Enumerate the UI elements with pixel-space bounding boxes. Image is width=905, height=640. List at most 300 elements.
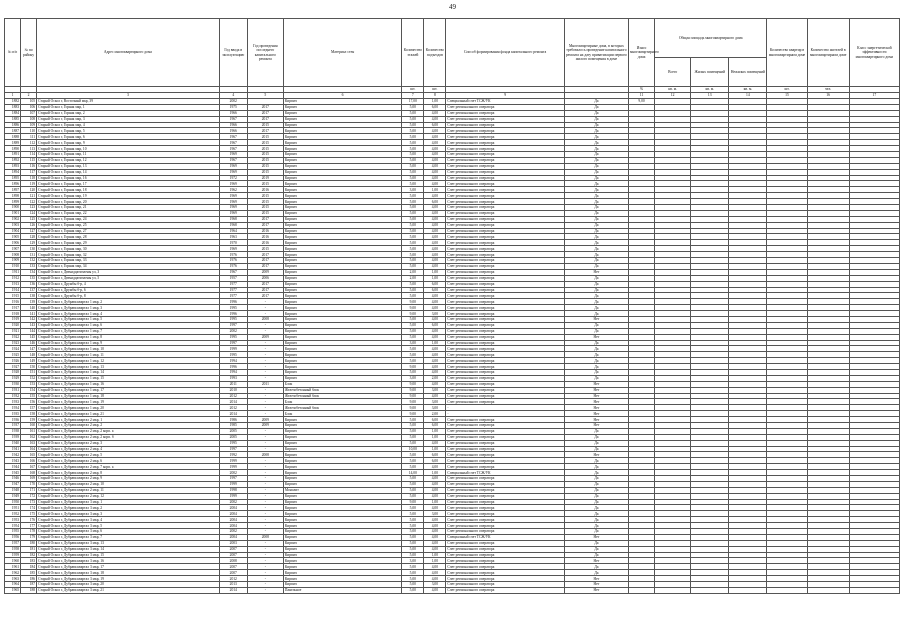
entrances-cell: 4,00 <box>424 134 446 140</box>
entrances-cell: 4,00 <box>424 517 446 523</box>
repair-required-cell: Да <box>564 163 628 169</box>
row-number-cell: 1961 <box>5 564 21 570</box>
entrances-cell: 4,00 <box>424 252 446 258</box>
wall-material-cell: Кирпич <box>283 140 401 146</box>
year-built-cell: 1969 <box>219 246 247 252</box>
entrances-cell: 1,00 <box>424 187 446 193</box>
last-repair-year-cell: - <box>247 352 283 358</box>
entrances-cell: 4,00 <box>424 481 446 487</box>
year-built-cell: 1969 <box>219 205 247 211</box>
row-number-cell: 1931 <box>5 387 21 393</box>
year-built-cell: 1995 <box>219 440 247 446</box>
fund-method-cell: Счет регионального оператора <box>446 328 564 334</box>
address-cell: Старый Оскол г, Горняк мкр, 5 <box>37 128 220 134</box>
year-built-cell: 2014 <box>219 587 247 593</box>
column-number-cell: 12 <box>655 93 691 99</box>
row-number-cell: 1884 <box>5 110 21 116</box>
wall-material-cell: Монолит <box>283 487 401 493</box>
wall-material-cell: Кирпич <box>283 187 401 193</box>
entrances-cell: 6,00 <box>424 199 446 205</box>
row-number-cell: 1887 <box>5 128 21 134</box>
entrances-cell: 4,00 <box>424 534 446 540</box>
column-number-cell: 9 <box>446 93 564 99</box>
last-repair-year-cell: - <box>247 346 283 352</box>
wall-material-cell: Железобетонный блок <box>283 405 401 411</box>
address-cell: Старый Оскол г, Горняк мкр, 10 <box>37 146 220 152</box>
repair-required-cell: Да <box>564 511 628 517</box>
row-number-cell: 1901 <box>5 210 21 216</box>
district-number-cell: 144 <box>21 328 37 334</box>
row-number-cell: 1894 <box>5 169 21 175</box>
year-built-cell: 1969 <box>219 181 247 187</box>
entrances-cell: 4,00 <box>424 369 446 375</box>
floors-cell: 2,00 <box>402 269 424 275</box>
fund-method-cell: Счет регионального оператора <box>446 252 564 258</box>
fund-method-cell: Счет регионального оператора <box>446 210 564 216</box>
wall-material-cell: Кирпич <box>283 305 401 311</box>
entrances-cell: 6,00 <box>424 322 446 328</box>
fund-method-cell: Счет регионального оператора <box>446 146 564 152</box>
last-repair-year-cell: - <box>247 311 283 317</box>
entrances-cell: 1,00 <box>424 434 446 440</box>
district-number-cell: 156 <box>21 399 37 405</box>
year-built-cell: 1992 <box>219 452 247 458</box>
row-number-cell: 1934 <box>5 405 21 411</box>
header-area-total: Всего <box>655 58 691 87</box>
header-apartments: Количество квартир в многоквартирном доме <box>767 19 807 87</box>
year-built-cell: 2007 <box>219 570 247 576</box>
row-number-cell: 1923 <box>5 340 21 346</box>
repair-required-cell: Да <box>564 505 628 511</box>
floors-cell: 5,00 <box>402 487 424 493</box>
column-number-cell: 16 <box>807 93 849 99</box>
row-number-cell: 1940 <box>5 440 21 446</box>
last-repair-year-cell: - <box>247 387 283 393</box>
last-repair-year-cell: 2008 <box>247 316 283 322</box>
housing-registry-table-wrapper <box>4 18 900 594</box>
floors-cell: 5,00 <box>402 228 424 234</box>
address-cell: Старый Оскол г, Дубрава квартал 3 мкр, 20 <box>37 582 220 588</box>
floors-cell: 5,00 <box>402 434 424 440</box>
year-built-cell: 1976 <box>219 263 247 269</box>
floors-cell: 5,00 <box>402 464 424 470</box>
last-repair-year-cell: 2017 <box>247 252 283 258</box>
apartments-cell <box>767 587 807 593</box>
entrances-cell: 1,00 <box>424 99 446 105</box>
fund-method-cell: Счет регионального оператора <box>446 587 564 593</box>
address-cell: Старый Оскол г, Дубрава квартал 1 мкр, 18 <box>37 393 220 399</box>
year-built-cell: 1968 <box>219 216 247 222</box>
last-repair-year-cell: 2019 <box>247 175 283 181</box>
last-repair-year-cell: 2015 <box>247 134 283 140</box>
wall-material-cell: Кирпич <box>283 311 401 317</box>
entrances-cell: 1,00 <box>424 499 446 505</box>
wall-material-cell: Кирпич <box>283 234 401 240</box>
row-number-cell: 1937 <box>5 422 21 428</box>
wall-material-cell: Кирпич <box>283 470 401 476</box>
address-cell: Старый Оскол г, Дубрава квартал 1 мкр, 10 <box>37 346 220 352</box>
wall-material-cell: Кирпич <box>283 281 401 287</box>
floors-cell: 5,00 <box>402 576 424 582</box>
fund-method-cell: Счет регионального оператора <box>446 152 564 158</box>
repair-required-cell: Да <box>564 252 628 258</box>
fund-method-cell: Счет регионального оператора <box>446 316 564 322</box>
last-repair-year-cell: 2006 <box>247 275 283 281</box>
floors-cell: 5,00 <box>402 570 424 576</box>
address-cell: Старый Оскол г, Горняк мкр, 28 <box>37 234 220 240</box>
last-repair-year-cell: 2017 <box>247 222 283 228</box>
header-residents: Количество жителей в многоквартирном доме <box>807 19 849 87</box>
wall-material-cell: Кирпич <box>283 99 401 105</box>
last-repair-year-cell: 2017 <box>247 293 283 299</box>
header-wall-material: Материал стен <box>283 19 401 87</box>
wall-material-cell: Кирпич <box>283 564 401 570</box>
unit-cell: шт. <box>424 87 446 93</box>
wall-material-cell: Кирпич <box>283 523 401 529</box>
entrances-cell: 4,00 <box>424 493 446 499</box>
wall-material-cell: Кирпич <box>283 152 401 158</box>
district-number-cell: 181 <box>21 546 37 552</box>
floors-cell: 5,00 <box>402 529 424 535</box>
fund-method-cell: Счет регионального оператора <box>446 434 564 440</box>
floors-cell: 5,00 <box>402 517 424 523</box>
column-number-cell: 8 <box>424 93 446 99</box>
wall-material-cell: Кирпич <box>283 558 401 564</box>
row-number-cell: 1892 <box>5 157 21 163</box>
repair-required-cell: Да <box>564 275 628 281</box>
last-repair-year-cell: 2017 <box>247 110 283 116</box>
last-repair-year-cell: 2017 <box>247 116 283 122</box>
floors-cell: 9,00 <box>402 311 424 317</box>
fund-method-cell: Счет регионального оператора <box>446 287 564 293</box>
district-number-cell: 174 <box>21 505 37 511</box>
floors-cell: 5,00 <box>402 122 424 128</box>
entrances-cell: 4,00 <box>424 523 446 529</box>
year-built-cell: 1999 <box>219 346 247 352</box>
address-cell: Старый Оскол г, Дружбы б-р, 8 <box>37 293 220 299</box>
last-repair-year-cell: - <box>247 446 283 452</box>
last-repair-year-cell: - <box>247 576 283 582</box>
floors-cell: 5,00 <box>402 104 424 110</box>
address-cell: Старый Оскол г, Дубрава квартал 1 мкр, 12 <box>37 358 220 364</box>
column-number-cell: 11 <box>629 93 655 99</box>
year-built-cell: 2005 <box>219 428 247 434</box>
address-cell: Старый Оскол г, Горняк мкр, 13 <box>37 163 220 169</box>
last-repair-year-cell: 2016 <box>247 234 283 240</box>
district-number-cell: 184 <box>21 564 37 570</box>
floors-cell: 5,00 <box>402 440 424 446</box>
entrances-cell: 4,00 <box>424 258 446 264</box>
wall-material-cell: Кирпич <box>283 146 401 152</box>
wall-material-cell: Кирпич <box>283 205 401 211</box>
district-number-cell: 131 <box>21 252 37 258</box>
last-repair-year-cell: - <box>247 517 283 523</box>
row-number-cell: 1918 <box>5 311 21 317</box>
fund-method-cell: Счет регионального оператора <box>446 299 564 305</box>
district-number-cell: 118 <box>21 175 37 181</box>
address-cell: Старый Оскол г, Горняк мкр, 19 <box>37 193 220 199</box>
address-cell: Старый Оскол г, Двенадцатичлены ул, 5 <box>37 275 220 281</box>
district-number-cell: 153 <box>21 381 37 387</box>
floors-cell: 9,00 <box>402 411 424 417</box>
address-cell: Старый Оскол г, Горняк мкр, 20 <box>37 199 220 205</box>
district-number-cell: 130 <box>21 246 37 252</box>
entrances-cell: 6,00 <box>424 287 446 293</box>
entrances-cell: 4,00 <box>424 169 446 175</box>
floors-cell: 3,00 <box>402 187 424 193</box>
row-number-cell: 1941 <box>5 446 21 452</box>
wall-material-cell: Кирпич <box>283 458 401 464</box>
wall-material-cell: Кирпич <box>283 534 401 540</box>
entrances-cell: 1,00 <box>424 269 446 275</box>
fund-method-cell: Счет регионального оператора <box>446 222 564 228</box>
district-number-cell: 146 <box>21 340 37 346</box>
repair-required-cell: Да <box>564 258 628 264</box>
year-built-cell: 1985 <box>219 422 247 428</box>
district-number-cell: 165 <box>21 452 37 458</box>
last-repair-year-cell: 2015 <box>247 157 283 163</box>
year-built-cell: 1969 <box>219 193 247 199</box>
row-number-cell: 1951 <box>5 505 21 511</box>
fund-method-cell: Счет регионального оператора <box>446 311 564 317</box>
repair-required-cell: Да <box>564 322 628 328</box>
fund-method-cell: - <box>446 411 564 417</box>
district-number-cell: 154 <box>21 387 37 393</box>
fund-method-cell: Счет регионального оператора <box>446 346 564 352</box>
floors-cell: 5,00 <box>402 587 424 593</box>
floors-cell: 14,00 <box>402 470 424 476</box>
floors-cell: 5,00 <box>402 552 424 558</box>
header-energy-class: Класс энергетической эффективности многоквартирного дома <box>849 19 899 87</box>
row-number-cell: 1935 <box>5 411 21 417</box>
year-built-cell: 1995 <box>219 305 247 311</box>
repair-required-cell: Да <box>564 104 628 110</box>
address-cell: Старый Оскол г, Дубрава квартал 3 мкр, 17 <box>37 564 220 570</box>
entrances-cell: 4,00 <box>424 381 446 387</box>
district-number-cell: 109 <box>21 122 37 128</box>
fund-method-cell: Счет регионального оператора <box>446 570 564 576</box>
district-number-cell: 160 <box>21 422 37 428</box>
row-number-cell: 1909 <box>5 258 21 264</box>
wall-material-cell: Кирпич <box>283 375 401 381</box>
year-built-cell: 1997 <box>219 476 247 482</box>
repair-required-cell: Да <box>564 346 628 352</box>
column-number-cell: 6 <box>283 93 401 99</box>
fund-method-cell: Счет регионального оператора <box>446 417 564 423</box>
last-repair-year-cell: - <box>247 499 283 505</box>
floors-cell: 3,00 <box>402 375 424 381</box>
floors-cell: 5,00 <box>402 210 424 216</box>
entrances-cell: 4,00 <box>424 181 446 187</box>
repair-required-cell: Да <box>564 228 628 234</box>
district-number-cell: 112 <box>21 140 37 146</box>
fund-method-cell: Счет регионального оператора <box>446 187 564 193</box>
wall-material-cell: Кирпич <box>283 552 401 558</box>
housing-registry-table <box>4 18 900 594</box>
entrances-cell: 6,00 <box>424 122 446 128</box>
last-repair-year-cell: 2017 <box>247 287 283 293</box>
district-number-cell: 116 <box>21 163 37 169</box>
entrances-cell: 6,00 <box>424 417 446 423</box>
entrances-cell: 4,00 <box>424 163 446 169</box>
floors-cell: 5,00 <box>402 281 424 287</box>
fund-method-cell: Счет регионального оператора <box>446 517 564 523</box>
year-built-cell: 2004 <box>219 517 247 523</box>
address-cell: Старый Оскол г, Горняк мкр, 3 <box>37 116 220 122</box>
floors-cell: 5,00 <box>402 222 424 228</box>
floors-cell: 5,00 <box>402 582 424 588</box>
floors-cell: 5,00 <box>402 481 424 487</box>
repair-required-cell: Да <box>564 128 628 134</box>
wall-material-cell: Кирпич <box>283 222 401 228</box>
wall-material-cell: Кирпич <box>283 546 401 552</box>
wall-material-cell: Кирпич <box>283 464 401 470</box>
row-number-cell: 1955 <box>5 529 21 535</box>
last-repair-year-cell: - <box>247 470 283 476</box>
address-cell: Старый Оскол г, Дубрава квартал 1 мкр, 19 <box>37 399 220 405</box>
address-cell: Старый Оскол г, Дубрава квартал 1 мкр, 20 <box>37 405 220 411</box>
page-number: 49 <box>449 3 456 11</box>
repair-required-cell: Да <box>564 169 628 175</box>
address-cell: Старый Оскол г, Дружбы б-р, 6 <box>37 287 220 293</box>
repair-required-cell: Нет <box>564 399 628 405</box>
floors-cell: 5,00 <box>402 493 424 499</box>
floors-cell: 5,00 <box>402 128 424 134</box>
last-repair-year-cell: - <box>247 393 283 399</box>
wall-material-cell: Кирпич <box>283 582 401 588</box>
last-repair-year-cell: 2015 <box>247 246 283 252</box>
address-cell: Старый Оскол г, Дубрава квартал 1 мкр, 4 <box>37 311 220 317</box>
wall-material-cell: Кирпич <box>283 540 401 546</box>
entrances-cell: 4,00 <box>424 116 446 122</box>
repair-required-cell: Да <box>564 434 628 440</box>
row-number-cell: 1900 <box>5 205 21 211</box>
year-built-cell: 2012 <box>219 576 247 582</box>
repair-required-cell: Да <box>564 234 628 240</box>
district-number-cell: 147 <box>21 346 37 352</box>
last-repair-year-cell: - <box>247 322 283 328</box>
row-number-cell: 1896 <box>5 181 21 187</box>
fund-method-cell: - <box>446 405 564 411</box>
district-number-cell: 121 <box>21 193 37 199</box>
fund-method-cell: Специальный счет ТСЖ/УК <box>446 99 564 105</box>
entrances-cell: 6,00 <box>424 281 446 287</box>
district-number-cell: 182 <box>21 552 37 558</box>
last-repair-year-cell: 2017 <box>247 281 283 287</box>
entrances-cell: 4,00 <box>424 334 446 340</box>
district-number-cell: 145 <box>21 334 37 340</box>
repair-required-cell: Да <box>564 523 628 529</box>
entrances-cell: 1,00 <box>424 552 446 558</box>
last-repair-year-cell: 2009 <box>247 417 283 423</box>
fund-method-cell: Счет регионального оператора <box>446 122 564 128</box>
row-number-cell: 1917 <box>5 305 21 311</box>
entrances-cell: 4,00 <box>424 476 446 482</box>
header-wear: Износ многоквартирного дома <box>629 19 655 87</box>
entrances-cell: 4,00 <box>424 263 446 269</box>
repair-required-cell: Да <box>564 352 628 358</box>
year-built-cell: 1976 <box>219 258 247 264</box>
row-number-cell: 1960 <box>5 558 21 564</box>
column-number-cell: 7 <box>402 93 424 99</box>
floors-cell: 5,00 <box>402 417 424 423</box>
year-built-cell: 1968 <box>219 222 247 228</box>
district-number-cell: 117 <box>21 169 37 175</box>
repair-required-cell: Да <box>564 305 628 311</box>
district-number-cell: 180 <box>21 540 37 546</box>
repair-required-cell: Да <box>564 216 628 222</box>
entrances-cell: 6,00 <box>424 458 446 464</box>
year-built-cell: 2010 <box>219 387 247 393</box>
year-built-cell: 1997 <box>219 340 247 346</box>
header-last-repair-year: Год проведения последнего капитального ремонта <box>247 19 283 87</box>
row-number-cell: 1919 <box>5 316 21 322</box>
wall-material-cell: Кирпич <box>283 499 401 505</box>
floors-cell: 9,00 <box>402 399 424 405</box>
fund-method-cell: Счет регионального оператора <box>446 481 564 487</box>
floors-cell: 5,00 <box>402 205 424 211</box>
row-number-cell: 1893 <box>5 163 21 169</box>
last-repair-year-cell: 2015 <box>247 146 283 152</box>
fund-method-cell: Счет регионального оператора <box>446 505 564 511</box>
last-repair-year-cell: - <box>247 529 283 535</box>
district-number-cell: 185 <box>21 570 37 576</box>
row-number-cell: 1885 <box>5 116 21 122</box>
floors-cell: 9,00 <box>402 387 424 393</box>
fund-method-cell: Счет регионального оператора <box>446 576 564 582</box>
last-repair-year-cell: - <box>247 375 283 381</box>
district-number-cell: 119 <box>21 181 37 187</box>
year-built-cell: 1997 <box>219 446 247 452</box>
header-year-built: Год ввода в эксплуатацию <box>219 19 247 87</box>
fund-method-cell: Счет регионального оператора <box>446 269 564 275</box>
district-number-cell: 159 <box>21 417 37 423</box>
wall-material-cell: Кирпич <box>283 175 401 181</box>
address-cell: Старый Оскол г, Горняк мкр, 17 <box>37 181 220 187</box>
repair-required-cell: Да <box>564 499 628 505</box>
wall-material-cell: Блок <box>283 381 401 387</box>
repair-required-cell: Да <box>564 517 628 523</box>
last-repair-year-cell: 2015 <box>247 152 283 158</box>
address-cell: Старый Оскол г, Горняк мкр, 2 <box>37 110 220 116</box>
repair-required-cell: Да <box>564 116 628 122</box>
year-built-cell: 1999 <box>219 493 247 499</box>
district-number-cell: 164 <box>21 446 37 452</box>
fund-method-cell: Счет регионального оператора <box>446 110 564 116</box>
fund-method-cell: Счет регионального оператора <box>446 523 564 529</box>
address-cell: Старый Оскол г, Горняк мкр, 21 <box>37 205 220 211</box>
fund-method-cell: Счет регионального оператора <box>446 322 564 328</box>
header-entrances: Количество подъездов <box>424 19 446 87</box>
address-cell: Старый Оскол г, Дубрава квартал 1 мкр, 14 <box>37 369 220 375</box>
row-number-cell: 1936 <box>5 417 21 423</box>
fund-method-cell: Специальный счет ТСЖ/УК <box>446 534 564 540</box>
entrances-cell: 6,00 <box>424 422 446 428</box>
last-repair-year-cell: - <box>247 493 283 499</box>
row-number-cell: 1891 <box>5 152 21 158</box>
wall-material-cell: Кирпич <box>283 269 401 275</box>
entrances-cell: 4,00 <box>424 175 446 181</box>
address-cell: Старый Оскол г, Горняк мкр, 14 <box>37 169 220 175</box>
fund-method-cell: Счет регионального оператора <box>446 175 564 181</box>
fund-method-cell: Счет регионального оператора <box>446 104 564 110</box>
column-number-cell: 4 <box>219 93 247 99</box>
floors-cell: 5,00 <box>402 240 424 246</box>
district-number-cell: 128 <box>21 234 37 240</box>
wall-material-cell: Кирпич <box>283 352 401 358</box>
unit-cell: шт. <box>402 87 424 93</box>
year-built-cell: 1993 <box>219 375 247 381</box>
